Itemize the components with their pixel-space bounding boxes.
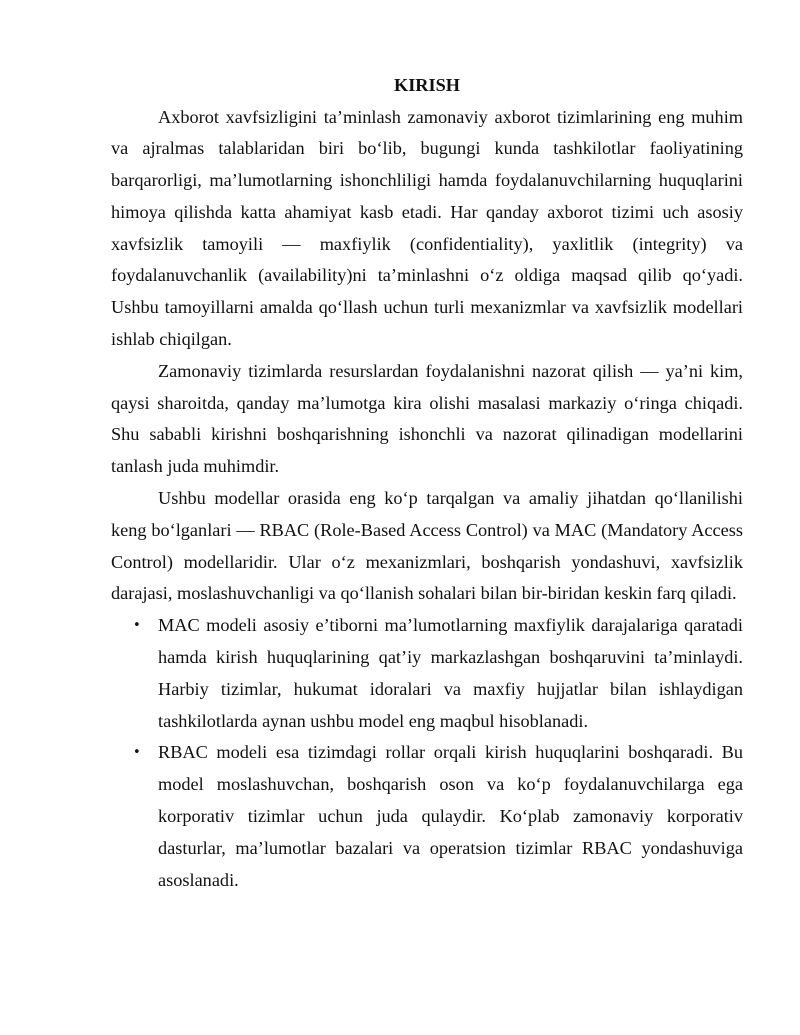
list-item-rbac: [111, 737, 743, 896]
paragraph-intro: Axborot xavfsizligini ta’minlash zamonaviy axborot tizimlarining eng muhim va ajralmas talablaridan biri bo‘lib, bugungi kunda tashkilotlar faoliyatining barqarorligi, ma’lumotlarning ishonchliligi hamda foydalanuvchilarning huquqlarini himoya qilishda katta ahamiyat kasb etadi. Har qanday axborot tizimi uch asosiy xavfsizlik tamoyili — maxfiylik (confidentiality), yaxlitlik (integrity) va foydalanuvchanlik (availability)ni ta’minlashni o‘z oldiga maqsad qilib qo‘yadi. Ushbu tamoyillarni amalda qo‘llash uchun turli mexanizmlar va xavfsizlik modellari ishlab chiqilgan.: [111, 106, 743, 350]
bullet-list: [111, 610, 743, 896]
bullet-icon: •: [133, 745, 141, 761]
list-item-text: RBAC modeli esa tizimdagi rollar orqali kirish huquqlarini boshqaradi. Bu model moslashuvchan, boshqarish oson va ko‘p foydalanuvchilarga ega korporativ tizimlar uchun juda qulaydir. Ko‘plab zamonaviy korporativ dasturlar, ma’lumotlar bazalari va operatsion tizimlar RBAC yondashuviga asoslanadi.: [158, 742, 743, 890]
document-body: [111, 70, 743, 896]
paragraph-models: Ushbu modellar orasida eng ko‘p tarqalgan va amaliy jihatdan qo‘llanilishi keng bo‘lganlari — RBAC (Role-Based Access Control) va MAC (Mandatory Access Control) modellaridir. Ular o‘z mexanizmlari, boshqarish yondashuvi, xavfsizlik darajasi, moslashuvchanligi va qo‘llanish sohalari bilan bir-biridan keskin farq qiladi.: [111, 488, 743, 604]
bullet-icon: •: [133, 618, 141, 634]
list-item-text: MAC modeli asosiy e’tiborni ma’lumotlarning maxfiylik darajalariga qaratadi hamda kirish huquqlarining qat’iy markazlashgan boshqaruvini ta’minlaydi. Harbiy tizimlar, hukumat idoralari va maxfiy hujjatlar bilan ishlaydigan tashkilotlarda aynan ushbu model eng maqbul hisoblanadi.: [158, 615, 743, 731]
paragraph-access-control: Zamonaviy tizimlarda resurslardan foydalanishni nazorat qilish — ya’ni kim, qaysi sharoitda, qanday ma’lumotga kira olishi masalasi markaziy o‘ringa chiqadi. Shu sababli kirishni boshqarishning ishonchli va nazorat qilinadigan modellarini tanlash juda muhimdir.: [111, 360, 743, 477]
list-item-mac: [111, 610, 743, 737]
page-title: KIRISH: [393, 75, 461, 95]
